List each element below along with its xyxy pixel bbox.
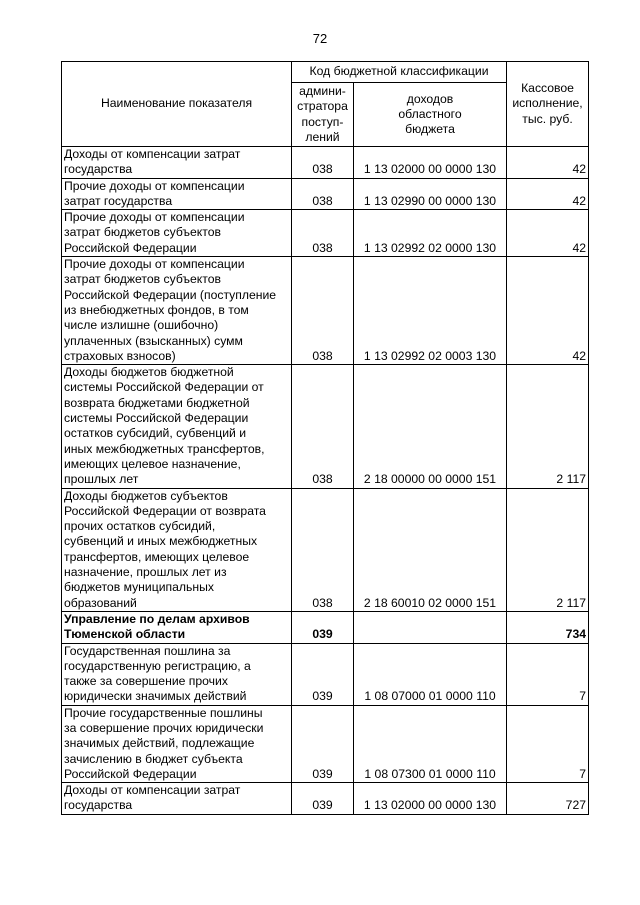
table-row xyxy=(62,611,589,643)
table-row xyxy=(62,365,589,488)
indicator-name-line: имеющих целевое назначение, xyxy=(64,456,241,471)
table-row xyxy=(62,705,589,782)
indicator-name-line: Государственная пошлина за xyxy=(64,643,231,658)
admin-code-cell: 039 xyxy=(292,643,354,705)
indicator-name-line: затрат бюджетов субъектов xyxy=(64,272,221,287)
indicator-name-line: юридически значимых действий xyxy=(64,689,247,704)
indicator-name-line: страховых взносов) xyxy=(64,348,176,363)
indicator-name-line: остатков субсидий, субвенций и xyxy=(64,426,247,441)
indicator-name-line: Прочие государственные пошлины xyxy=(64,705,263,720)
indicator-name-cell xyxy=(62,257,292,365)
execution-amount-cell: 7 xyxy=(507,643,589,705)
indicator-name-line: трансфертов, имеющих целевое xyxy=(64,549,250,564)
indicator-name-line: за совершение прочих юридически xyxy=(64,720,264,735)
indicator-name-line: уплаченных (взысканных) сумм xyxy=(64,333,243,348)
income-code-cell: 1 08 07300 01 0000 110 xyxy=(354,705,507,782)
indicator-name-line: Доходы от компенсации затрат xyxy=(64,147,241,161)
execution-amount-cell: 42 xyxy=(507,147,589,179)
indicator-name-line: Российской Федерации от возврата xyxy=(64,503,266,518)
indicator-name-line: затрат государства xyxy=(64,193,173,208)
table-row xyxy=(62,643,589,705)
income-code-cell: 1 08 07000 01 0000 110 xyxy=(354,643,507,705)
indicator-name-cell xyxy=(62,611,292,643)
indicator-name-line: Прочие доходы от компенсации xyxy=(64,210,245,225)
budget-income-table xyxy=(61,61,589,815)
indicator-name-line: образований xyxy=(64,595,137,610)
indicator-name-line: Прочие доходы от компенсации xyxy=(64,257,245,272)
indicator-name-line: бюджетов муниципальных xyxy=(64,580,214,595)
table-row xyxy=(62,210,589,257)
indicator-name-line: государства xyxy=(64,798,133,813)
indicator-name-line: также за совершение прочих xyxy=(64,674,228,689)
indicator-name-line: назначение, прошлых лет из xyxy=(64,565,227,580)
admin-code-cell: 039 xyxy=(292,783,354,815)
indicator-name-line: значимых действий, подлежащие xyxy=(64,736,255,751)
table-row xyxy=(62,147,589,179)
admin-code-cell: 038 xyxy=(292,488,354,611)
admin-code-cell: 038 xyxy=(292,147,354,179)
indicator-name-line: субвенций и иных межбюджетных xyxy=(64,534,258,549)
income-code-cell xyxy=(354,611,507,643)
execution-amount-cell: 2 117 xyxy=(507,488,589,611)
indicator-name-line: иных межбюджетных трансфертов, xyxy=(64,441,265,456)
indicator-name-line: Тюменской области xyxy=(64,627,186,642)
indicator-name-line: Российской Федерации xyxy=(64,240,197,255)
indicator-name-line: Доходы бюджетов субъектов xyxy=(64,488,228,503)
indicator-name-cell xyxy=(62,210,292,257)
execution-amount-cell: 42 xyxy=(507,178,589,210)
income-code-cell: 1 13 02990 00 0000 130 xyxy=(354,178,507,210)
execution-amount-cell: 727 xyxy=(507,783,589,815)
admin-code-cell: 038 xyxy=(292,178,354,210)
admin-code-cell: 038 xyxy=(292,210,354,257)
indicator-name-line: государства xyxy=(64,162,133,177)
income-code-cell: 1 13 02000 00 0000 130 xyxy=(354,783,507,815)
table-row xyxy=(62,257,589,365)
indicator-name-cell xyxy=(62,147,292,179)
admin-code-cell: 039 xyxy=(292,705,354,782)
indicator-name-line: Прочие доходы от компенсации xyxy=(64,178,245,193)
indicator-name-cell xyxy=(62,705,292,782)
indicator-name-line: системы Российской Федерации от xyxy=(64,380,264,395)
indicator-name-cell xyxy=(62,178,292,210)
admin-code-cell: 039 xyxy=(292,611,354,643)
indicator-name-cell xyxy=(62,643,292,705)
indicator-name-line: системы Российской Федерации xyxy=(64,411,249,426)
admin-code-cell: 038 xyxy=(292,365,354,488)
execution-amount-cell: 2 117 xyxy=(507,365,589,488)
indicator-name-line: числе излишне (ошибочно) xyxy=(64,318,219,333)
admin-code-cell: 038 xyxy=(292,257,354,365)
indicator-name-line: из внебюджетных фондов, в том xyxy=(64,302,249,317)
income-code-cell: 1 13 02992 02 0000 130 xyxy=(354,210,507,257)
header-income-column: доходов областного бюджета xyxy=(354,83,507,147)
indicator-name-cell xyxy=(62,783,292,815)
indicator-name-cell xyxy=(62,488,292,611)
execution-amount-cell: 7 xyxy=(507,705,589,782)
header-code-group: Код бюджетной классификации xyxy=(292,62,507,83)
income-code-cell: 2 18 60010 02 0000 151 xyxy=(354,488,507,611)
table-row xyxy=(62,178,589,210)
table-row xyxy=(62,488,589,611)
page-number: 72 xyxy=(312,31,328,46)
indicator-name-line: прошлых лет xyxy=(64,472,139,487)
indicator-name-line: Российской Федерации xyxy=(64,766,197,781)
execution-amount-cell: 42 xyxy=(507,210,589,257)
income-code-cell: 1 13 02992 02 0003 130 xyxy=(354,257,507,365)
indicator-name-line: Доходы бюджетов бюджетной xyxy=(64,365,234,380)
indicator-name-line: государственную регистрацию, а xyxy=(64,658,251,673)
indicator-name-line: прочих остатков субсидий, xyxy=(64,519,216,534)
indicator-name-line: возврата бюджетами бюджетной xyxy=(64,395,250,410)
header-name-column: Наименование показателя xyxy=(62,62,292,147)
execution-amount-cell: 734 xyxy=(507,611,589,643)
indicator-name-cell xyxy=(62,365,292,488)
table-body xyxy=(62,147,589,815)
table-row xyxy=(62,783,589,815)
indicator-name-line: зачислению в бюджет субъекта xyxy=(64,751,243,766)
indicator-name-line: затрат бюджетов субъектов xyxy=(64,225,221,240)
indicator-name-line: Доходы от компенсации затрат xyxy=(64,783,241,798)
header-admin-column: админи- стратора поступ- лений xyxy=(292,83,354,147)
income-code-cell: 2 18 00000 00 0000 151 xyxy=(354,365,507,488)
income-code-cell: 1 13 02000 00 0000 130 xyxy=(354,147,507,179)
indicator-name-line: Российской Федерации (поступление xyxy=(64,287,277,302)
indicator-name-line: Управление по делам архивов xyxy=(64,611,250,626)
execution-amount-cell: 42 xyxy=(507,257,589,365)
header-execution-column: Кассовое исполнение, тыс. руб. xyxy=(507,62,589,147)
